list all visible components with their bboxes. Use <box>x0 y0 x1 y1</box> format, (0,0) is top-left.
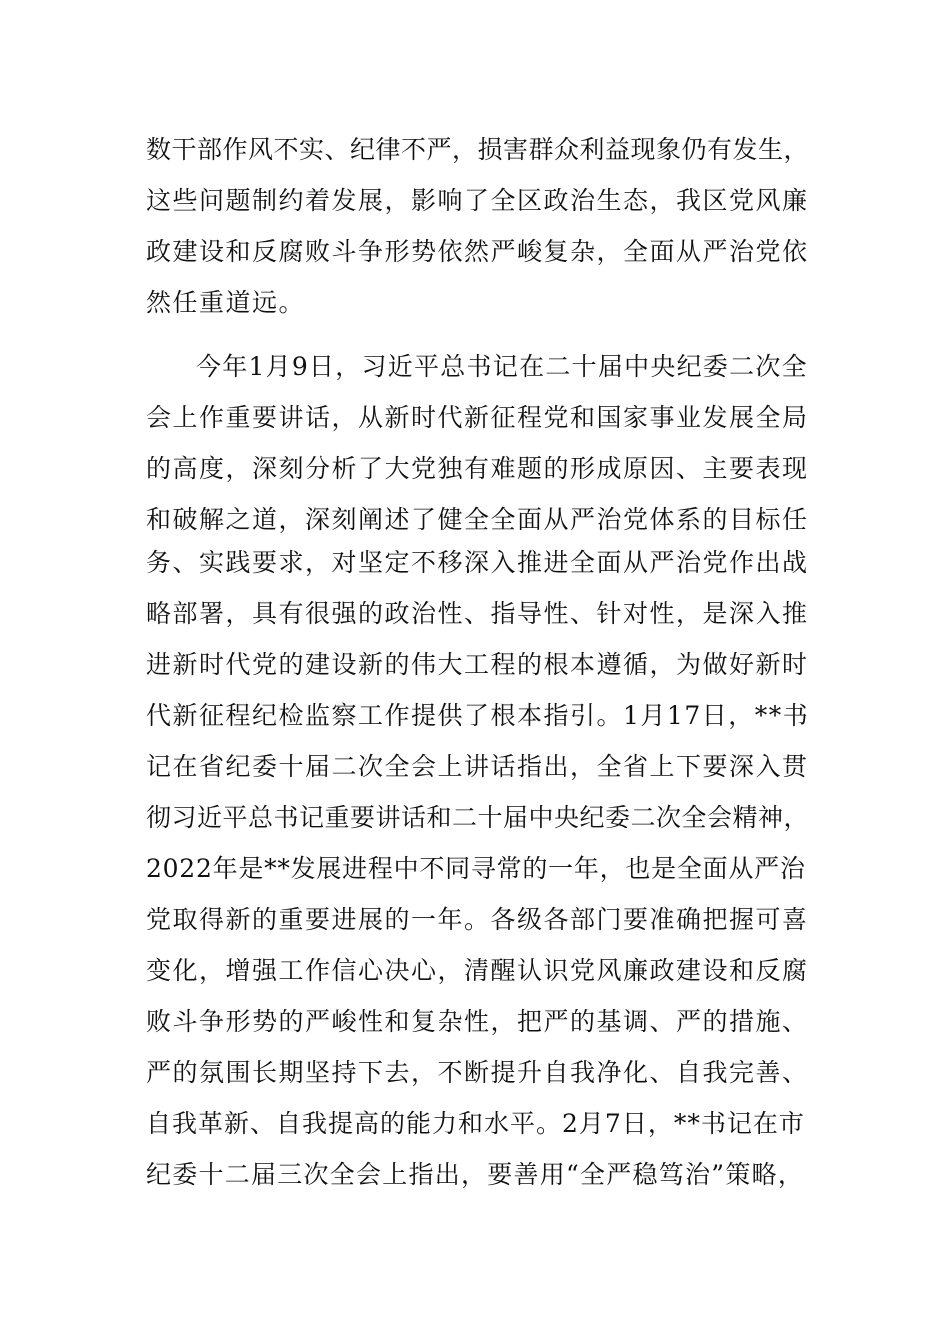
text-line: 务、实践要求，对坚定不移深入推进全面从严治党作出战 <box>146 548 809 577</box>
text-line: 2022年是**发展进程中不同寻常的一年，也是全面从严治 <box>146 854 806 883</box>
text-line: 略部署，具有很强的政治性、指导性、针对性，是深入推 <box>146 599 809 628</box>
text-line: 的高度，深刻分析了大党独有难题的形成原因、主要表现 <box>146 454 809 483</box>
text-line: 数干部作风不实、纪律不严，损害群众利益现象仍有发生， <box>146 135 810 164</box>
text-line: 代新征程纪检监察工作提供了根本指引。1月17日，**书 <box>146 701 810 730</box>
text-line: 自我革新、自我提高的能力和水平。2月7日，**书记在市 <box>146 1109 805 1138</box>
text-line: 彻习近平总书记重要讲话和二十届中央纪委二次全会精神， <box>146 803 810 832</box>
text-line: 今年1月9日，习近平总书记在二十届中央纪委二次全 <box>196 352 808 381</box>
text-line: 败斗争形势的严峻性和复杂性，把严的基调、严的措施、 <box>146 1007 809 1036</box>
text-line: 会上作重要讲话，从新时代新征程党和国家事业发展全局 <box>146 403 809 432</box>
text-line: 党取得新的重要进展的一年。各级各部门要准确把握可喜 <box>146 905 809 934</box>
text-line: 进新时代党的建设新的伟大工程的根本遵循，为做好新时 <box>146 650 809 679</box>
text-line: 纪委十二届三次全会上指出，要善用“全严稳笃治”策略， <box>146 1160 805 1189</box>
text-line: 这些问题制约着发展，影响了全区政治生态，我区党风廉 <box>146 186 809 215</box>
text-line: 变化，增强工作信心决心，清醒认识党风廉政建设和反腐 <box>146 956 809 985</box>
text-line: 记在省纪委十届二次全会上讲话指出，全省上下要深入贯 <box>146 752 809 781</box>
text-line: 严的氛围长期坚持下去，不断提升自我净化、自我完善、 <box>146 1058 809 1087</box>
text-line: 和破解之道，深刻阐述了健全全面从严治党体系的目标任 <box>146 505 809 534</box>
text-line: 政建设和反腐败斗争形势依然严峻复杂，全面从严治党依 <box>146 237 809 266</box>
text-line: 然任重道远。 <box>146 288 306 317</box>
